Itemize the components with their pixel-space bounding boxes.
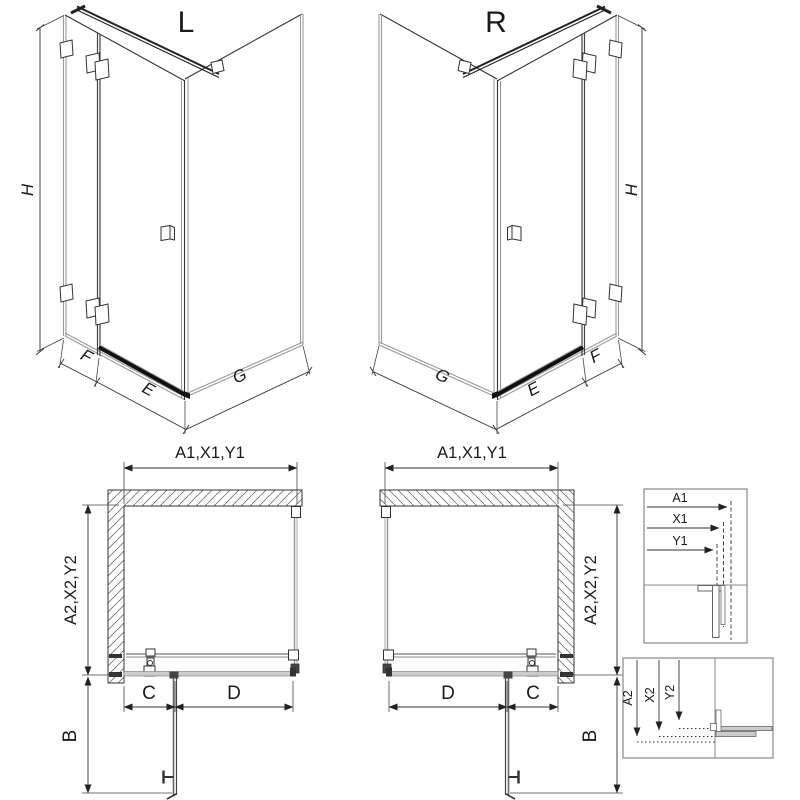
detail-a2-label: A2: [621, 690, 635, 706]
door-dim-label-right: E: [523, 378, 543, 401]
plan-swing-dim-right: B: [580, 729, 601, 743]
plan-right-geometry: [380, 462, 574, 799]
detail-y1-label: Y1: [672, 534, 688, 548]
plan-width-dim-right: A1,X1,Y1: [437, 444, 507, 462]
height-dim-label-left: H: [18, 183, 37, 197]
plan-depth-dim-left: A2,X2,Y2: [62, 555, 80, 625]
detail-x1-label: X1: [672, 512, 688, 526]
plan-swing-dim-left: B: [60, 729, 81, 743]
perspective-right-geometry: [370, 6, 646, 434]
height-dim-label-right: H: [622, 183, 641, 197]
door-dim-label-left: E: [139, 378, 159, 401]
plan-door-seg-right: D: [441, 683, 455, 704]
view-title-left: L: [177, 6, 195, 39]
detail-box-depth-dims: [621, 658, 773, 758]
fixed-dim-label-right: F: [586, 345, 605, 367]
side-dim-label-left: G: [229, 364, 250, 388]
plan-fixed-seg-left: C: [142, 683, 156, 704]
plan-door-seg-left: D: [227, 683, 241, 704]
detail-y2-label: Y2: [663, 684, 677, 701]
detail-box-width-dims: [644, 489, 747, 643]
detail-a1-label: A1: [672, 491, 688, 505]
side-dim-label-right: G: [432, 364, 453, 388]
fixed-dim-label-left: F: [77, 345, 96, 367]
plan-fixed-seg-right: C: [526, 683, 540, 704]
view-title-right: R: [485, 6, 507, 39]
plan-width-dim-left: A1,X1,Y1: [175, 444, 245, 462]
detail-x2-label: X2: [643, 687, 657, 703]
plan-depth-dim-right: A2,X2,Y2: [582, 555, 600, 625]
